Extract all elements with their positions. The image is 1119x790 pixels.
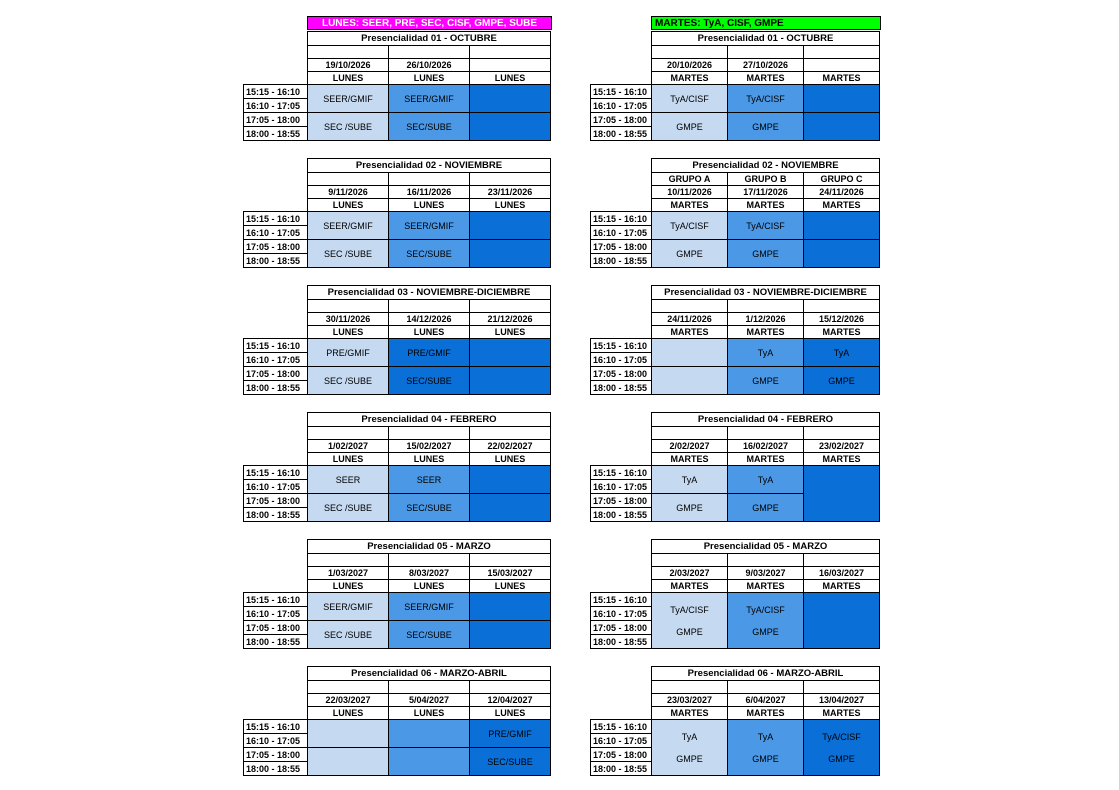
class-cell: SEC/SUBE — [389, 367, 470, 395]
session-date: 23/11/2026 — [470, 186, 551, 199]
time-slot: 15:15 - 16:10 — [244, 466, 308, 480]
time-slot: 17:05 - 18:00 — [591, 240, 652, 254]
group-label — [804, 300, 880, 313]
class-cell — [470, 494, 551, 522]
martes-table — [590, 31, 880, 141]
class-cell — [804, 113, 880, 141]
class-cell — [470, 466, 551, 494]
block-title: Presencialidad 01 - OCTUBRE — [308, 32, 551, 46]
session-date: 30/11/2026 — [308, 313, 389, 326]
martes-header: MARTES: TyA, CISF, GMPE — [651, 16, 881, 30]
group-label — [470, 173, 551, 186]
group-label — [652, 46, 728, 59]
time-slot: 15:15 - 16:10 — [591, 212, 652, 226]
time-slot: 17:05 - 18:00 — [591, 748, 652, 762]
lunes-header: LUNES: SEER, PRE, SEC, CISF, GMPE, SUBE — [307, 16, 552, 30]
time-slot: 16:10 - 17:05 — [591, 353, 652, 367]
weekday-label: MARTES — [728, 72, 804, 85]
time-slot: 17:05 - 18:00 — [591, 621, 652, 635]
class-cell — [470, 593, 551, 621]
time-slot: 17:05 - 18:00 — [244, 621, 308, 635]
class-cell: GMPE — [728, 367, 804, 395]
group-label — [728, 46, 804, 59]
weekday-label: LUNES — [308, 453, 389, 466]
group-label — [308, 46, 389, 59]
weekday-label: LUNES — [470, 453, 551, 466]
time-slot: 15:15 - 16:10 — [244, 720, 308, 734]
session-date: 20/10/2026 — [652, 59, 728, 72]
class-cell — [389, 748, 470, 776]
time-slot: 18:00 - 18:55 — [244, 381, 308, 395]
weekday-label: MARTES — [804, 326, 880, 339]
block-title: Presencialidad 03 - NOVIEMBRE-DICIEMBRE — [308, 286, 551, 300]
session-date: 22/02/2027 — [470, 440, 551, 453]
class-cell: GMPE — [652, 113, 728, 141]
block-title: Presencialidad 06 - MARZO-ABRIL — [308, 667, 551, 681]
block-title: Presencialidad 05 - MARZO — [308, 540, 551, 554]
weekday-label: LUNES — [308, 326, 389, 339]
group-label — [470, 681, 551, 694]
block-title: Presencialidad 03 - NOVIEMBRE-DICIEMBRE — [652, 286, 880, 300]
time-slot: 18:00 - 18:55 — [591, 508, 652, 522]
class-cell: TyA/CISF — [728, 212, 804, 240]
martes-block-6 — [590, 666, 880, 776]
class-cell: SEER/GMIF — [308, 85, 389, 113]
time-slot: 17:05 - 18:00 — [244, 748, 308, 762]
class-cell — [308, 748, 389, 776]
time-slot: 15:15 - 16:10 — [244, 593, 308, 607]
class-cell: SEC /SUBE — [308, 494, 389, 522]
class-cell: SEC /SUBE — [308, 367, 389, 395]
class-cell: SEER/GMIF — [308, 212, 389, 240]
time-slot: 18:00 - 18:55 — [591, 381, 652, 395]
martes-table — [590, 158, 880, 268]
time-slot: 17:05 - 18:00 — [244, 113, 308, 127]
time-slot: 18:00 - 18:55 — [591, 127, 652, 141]
group-label: GRUPO B — [728, 173, 804, 186]
class-cell — [804, 593, 880, 649]
class-cell — [728, 593, 804, 649]
lunes-block-4 — [243, 412, 551, 522]
lunes-block-5 — [243, 539, 551, 649]
block-title: Presencialidad 04 - FEBRERO — [652, 413, 880, 427]
class-cell: TyA — [652, 466, 728, 494]
time-slot: 16:10 - 17:05 — [244, 734, 308, 748]
group-label — [308, 427, 389, 440]
class-cell: PRE/GMIF — [308, 339, 389, 367]
class-cell: SEER/GMIF — [389, 593, 470, 621]
lunes-table — [243, 539, 551, 649]
group-label — [804, 46, 880, 59]
session-date: 22/03/2027 — [308, 694, 389, 707]
session-date: 17/11/2026 — [728, 186, 804, 199]
class-cell: GMPE — [728, 240, 804, 268]
class-label: TyA/CISF — [746, 604, 785, 615]
class-label: TyA — [681, 731, 698, 742]
session-date: 26/10/2026 — [389, 59, 470, 72]
weekday-label: LUNES — [389, 580, 470, 593]
weekday-label: MARTES — [652, 580, 728, 593]
class-cell: GMPE — [728, 494, 804, 522]
weekday-label: LUNES — [389, 707, 470, 720]
time-slot: 18:00 - 18:55 — [244, 127, 308, 141]
block-title: Presencialidad 02 - NOVIEMBRE — [308, 159, 551, 173]
martes-block-5 — [590, 539, 880, 649]
weekday-label: MARTES — [728, 453, 804, 466]
martes-table — [590, 539, 880, 649]
group-label — [389, 173, 470, 186]
group-label — [389, 46, 470, 59]
weekday-label: MARTES — [804, 580, 880, 593]
session-date: 12/04/2027 — [470, 694, 551, 707]
group-label — [804, 554, 880, 567]
lunes-block-2 — [243, 158, 551, 268]
time-slot: 16:10 - 17:05 — [591, 734, 652, 748]
class-cell: TyA/CISF — [652, 212, 728, 240]
time-slot: 17:05 - 18:00 — [591, 113, 652, 127]
time-slot: 18:00 - 18:55 — [244, 762, 308, 776]
class-cell — [804, 466, 880, 522]
weekday-label: MARTES — [804, 199, 880, 212]
weekday-label: LUNES — [470, 707, 551, 720]
block-title: Presencialidad 02 - NOVIEMBRE — [652, 159, 880, 173]
session-date — [470, 59, 551, 72]
session-date: 23/03/2027 — [652, 694, 728, 707]
group-label — [804, 681, 880, 694]
group-label — [728, 300, 804, 313]
lunes-table — [243, 666, 551, 776]
group-label — [728, 554, 804, 567]
session-date: 24/11/2026 — [804, 186, 880, 199]
session-date — [804, 59, 880, 72]
class-cell: SEC /SUBE — [308, 113, 389, 141]
class-cell: SEC/SUBE — [389, 621, 470, 649]
lunes-table — [243, 158, 551, 268]
class-cell: GMPE — [652, 494, 728, 522]
time-slot: 17:05 - 18:00 — [591, 367, 652, 381]
block-title: Presencialidad 01 - OCTUBRE — [652, 32, 880, 46]
weekday-label: LUNES — [470, 580, 551, 593]
session-date: 9/11/2026 — [308, 186, 389, 199]
class-cell: GMPE — [804, 367, 880, 395]
time-slot: 16:10 - 17:05 — [244, 480, 308, 494]
session-date: 9/03/2027 — [728, 567, 804, 580]
session-date: 2/03/2027 — [652, 567, 728, 580]
weekday-label: LUNES — [470, 326, 551, 339]
weekday-label: MARTES — [652, 707, 728, 720]
session-date: 15/03/2027 — [470, 567, 551, 580]
time-slot: 15:15 - 16:10 — [591, 593, 652, 607]
session-date: 14/12/2026 — [389, 313, 470, 326]
weekday-label: LUNES — [308, 580, 389, 593]
group-label — [652, 681, 728, 694]
group-label — [308, 173, 389, 186]
session-date: 21/12/2026 — [470, 313, 551, 326]
class-cell — [470, 621, 551, 649]
session-date: 2/02/2027 — [652, 440, 728, 453]
block-title: Presencialidad 04 - FEBRERO — [308, 413, 551, 427]
weekday-label: MARTES — [652, 453, 728, 466]
class-cell: SEC/SUBE — [389, 113, 470, 141]
group-label — [470, 427, 551, 440]
weekday-label: LUNES — [389, 72, 470, 85]
class-label: TyA — [757, 731, 774, 742]
group-label: GRUPO A — [652, 173, 728, 186]
time-slot: 16:10 - 17:05 — [591, 607, 652, 621]
weekday-label: LUNES — [470, 72, 551, 85]
martes-table — [590, 666, 880, 776]
time-slot: 17:05 - 18:00 — [244, 367, 308, 381]
class-cell — [652, 593, 728, 649]
class-cell — [470, 240, 551, 268]
time-slot: 16:10 - 17:05 — [591, 226, 652, 240]
session-date: 15/12/2026 — [804, 313, 880, 326]
class-cell: SEER/GMIF — [389, 212, 470, 240]
class-cell: TyA — [728, 339, 804, 367]
time-slot: 15:15 - 16:10 — [244, 85, 308, 99]
group-label: GRUPO C — [804, 173, 880, 186]
group-label — [308, 300, 389, 313]
time-slot: 17:05 - 18:00 — [244, 240, 308, 254]
class-cell: SEC/SUBE — [470, 748, 551, 776]
group-label — [389, 427, 470, 440]
class-cell: SEC /SUBE — [308, 240, 389, 268]
time-slot: 16:10 - 17:05 — [244, 226, 308, 240]
class-cell — [804, 212, 880, 240]
session-date: 16/11/2026 — [389, 186, 470, 199]
time-slot: 17:05 - 18:00 — [244, 494, 308, 508]
class-cell — [804, 240, 880, 268]
session-date: 1/03/2027 — [308, 567, 389, 580]
class-cell: TyA — [728, 466, 804, 494]
weekday-label: MARTES — [728, 707, 804, 720]
weekday-label: LUNES — [308, 199, 389, 212]
session-date: 1/02/2027 — [308, 440, 389, 453]
time-slot: 18:00 - 18:55 — [591, 254, 652, 268]
class-cell — [804, 720, 880, 776]
class-cell — [652, 339, 728, 367]
session-date: 19/10/2026 — [308, 59, 389, 72]
session-date: 15/02/2027 — [389, 440, 470, 453]
class-cell: GMPE — [652, 240, 728, 268]
weekday-label: MARTES — [652, 199, 728, 212]
time-slot: 15:15 - 16:10 — [244, 339, 308, 353]
martes-block-2 — [590, 158, 880, 268]
session-date: 16/02/2027 — [728, 440, 804, 453]
weekday-label: MARTES — [804, 72, 880, 85]
group-label — [389, 300, 470, 313]
lunes-table — [243, 285, 551, 395]
lunes-block-6 — [243, 666, 551, 776]
class-label: TyA/CISF — [822, 731, 861, 742]
class-label: GMPE — [752, 753, 779, 764]
time-slot: 15:15 - 16:10 — [591, 85, 652, 99]
class-cell: PRE/GMIF — [389, 339, 470, 367]
class-cell — [308, 720, 389, 748]
weekday-label: MARTES — [652, 326, 728, 339]
class-label: GMPE — [676, 626, 703, 637]
martes-block-4 — [590, 412, 880, 522]
weekday-label: MARTES — [728, 580, 804, 593]
weekday-label: MARTES — [652, 72, 728, 85]
weekday-label: LUNES — [389, 199, 470, 212]
time-slot: 16:10 - 17:05 — [591, 99, 652, 113]
class-label: TyA/CISF — [670, 604, 709, 615]
martes-block-1 — [590, 31, 880, 141]
class-cell — [470, 85, 551, 113]
time-slot: 15:15 - 16:10 — [591, 720, 652, 734]
group-label — [389, 554, 470, 567]
weekday-label: LUNES — [308, 707, 389, 720]
group-label — [652, 427, 728, 440]
session-date: 8/03/2027 — [389, 567, 470, 580]
session-date: 6/04/2027 — [728, 694, 804, 707]
time-slot: 18:00 - 18:55 — [591, 762, 652, 776]
martes-table — [590, 412, 880, 522]
block-title: Presencialidad 05 - MARZO — [652, 540, 880, 554]
weekday-label: LUNES — [389, 326, 470, 339]
class-cell: SEC/SUBE — [389, 494, 470, 522]
group-label — [308, 554, 389, 567]
class-cell — [728, 720, 804, 776]
group-label — [652, 300, 728, 313]
time-slot: 17:05 - 18:00 — [591, 494, 652, 508]
group-label — [652, 554, 728, 567]
martes-block-3 — [590, 285, 880, 395]
class-cell: SEER/GMIF — [308, 593, 389, 621]
weekday-label: MARTES — [728, 199, 804, 212]
session-date: 5/04/2027 — [389, 694, 470, 707]
weekday-label: LUNES — [389, 453, 470, 466]
group-label — [470, 46, 551, 59]
weekday-label: MARTES — [804, 707, 880, 720]
lunes-table — [243, 31, 551, 141]
class-cell: TyA — [804, 339, 880, 367]
session-date: 16/03/2027 — [804, 567, 880, 580]
class-cell — [804, 85, 880, 113]
class-cell: SEC/SUBE — [389, 240, 470, 268]
class-cell — [652, 367, 728, 395]
time-slot: 15:15 - 16:10 — [591, 466, 652, 480]
weekday-label: MARTES — [728, 326, 804, 339]
class-cell — [470, 113, 551, 141]
weekday-label: MARTES — [804, 453, 880, 466]
time-slot: 15:15 - 16:10 — [591, 339, 652, 353]
class-label: GMPE — [752, 626, 779, 637]
lunes-table — [243, 412, 551, 522]
time-slot: 18:00 - 18:55 — [244, 254, 308, 268]
group-label — [728, 681, 804, 694]
class-cell: TyA/CISF — [652, 85, 728, 113]
class-cell: SEC /SUBE — [308, 621, 389, 649]
time-slot: 15:15 - 16:10 — [244, 212, 308, 226]
session-date: 13/04/2027 — [804, 694, 880, 707]
class-label: GMPE — [828, 753, 855, 764]
time-slot: 16:10 - 17:05 — [591, 480, 652, 494]
group-label — [728, 427, 804, 440]
lunes-block-1 — [243, 31, 551, 141]
weekday-label: LUNES — [470, 199, 551, 212]
session-date: 23/02/2027 — [804, 440, 880, 453]
weekday-label: LUNES — [308, 72, 389, 85]
time-slot: 16:10 - 17:05 — [244, 353, 308, 367]
session-date: 27/10/2026 — [728, 59, 804, 72]
group-label — [308, 681, 389, 694]
class-cell: SEER — [308, 466, 389, 494]
time-slot: 18:00 - 18:55 — [244, 635, 308, 649]
time-slot: 16:10 - 17:05 — [244, 607, 308, 621]
class-cell — [652, 720, 728, 776]
group-label — [804, 427, 880, 440]
class-cell: TyA/CISF — [728, 85, 804, 113]
session-date: 1/12/2026 — [728, 313, 804, 326]
class-cell — [470, 212, 551, 240]
class-cell: SEER — [389, 466, 470, 494]
martes-table — [590, 285, 880, 395]
session-date: 10/11/2026 — [652, 186, 728, 199]
class-cell — [470, 367, 551, 395]
group-label — [470, 300, 551, 313]
time-slot: 16:10 - 17:05 — [244, 99, 308, 113]
block-title: Presencialidad 06 - MARZO-ABRIL — [652, 667, 880, 681]
class-label: GMPE — [676, 753, 703, 764]
class-cell: SEER/GMIF — [389, 85, 470, 113]
lunes-block-3 — [243, 285, 551, 395]
group-label — [389, 681, 470, 694]
time-slot: 18:00 - 18:55 — [591, 635, 652, 649]
class-cell — [470, 339, 551, 367]
class-cell: PRE/GMIF — [470, 720, 551, 748]
group-label — [470, 554, 551, 567]
session-date: 24/11/2026 — [652, 313, 728, 326]
class-cell — [389, 720, 470, 748]
time-slot: 18:00 - 18:55 — [244, 508, 308, 522]
class-cell: GMPE — [728, 113, 804, 141]
